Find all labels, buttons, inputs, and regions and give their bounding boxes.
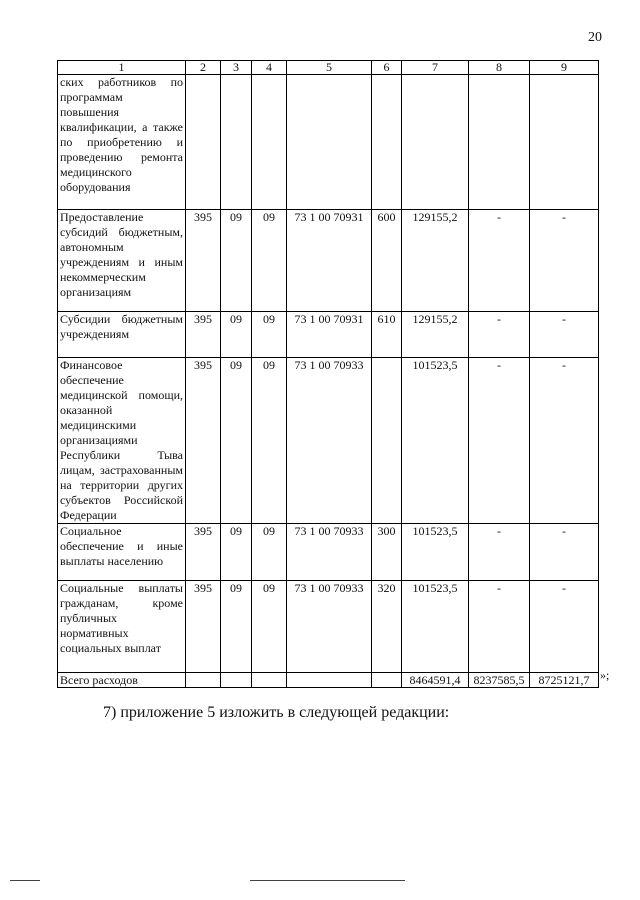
header-col-2: 2 [186, 61, 221, 75]
total-c4 [252, 673, 287, 688]
cell-c3: 09 [221, 581, 252, 673]
cell-c6: 300 [372, 524, 402, 581]
total-c5 [287, 673, 372, 688]
cell-c4: 09 [252, 312, 287, 358]
cell-c5: 73 1 00 70933 [287, 581, 372, 673]
header-col-4: 4 [252, 61, 287, 75]
cell-c6: 320 [372, 581, 402, 673]
row-name: Социальные выплаты гражданам, кроме публичных нормативных социальных выплат [58, 581, 186, 673]
cell-c2: 395 [186, 312, 221, 358]
cell-c9 [530, 75, 599, 210]
cell-c2: 395 [186, 581, 221, 673]
header-col-5: 5 [287, 61, 372, 75]
header-col-7: 7 [402, 61, 469, 75]
cell-c9: - [530, 581, 599, 673]
cell-c2: 395 [186, 210, 221, 312]
total-c6 [372, 673, 402, 688]
cell-c4 [252, 75, 287, 210]
cell-c2: 395 [186, 358, 221, 524]
budget-table [57, 60, 599, 688]
total-c9: 8725121,7 [530, 673, 599, 688]
cell-c7: 101523,5 [402, 581, 469, 673]
table-row [58, 581, 599, 673]
table-row [58, 210, 599, 312]
header-col-9: 9 [530, 61, 599, 75]
row-name: ских работников по программам повышения квалификации, а также по приобретению и проведению ремонта медицинского оборудования [58, 75, 186, 210]
table-row [58, 312, 599, 358]
cell-c4: 09 [252, 358, 287, 524]
header-col-3: 3 [221, 61, 252, 75]
cell-c6 [372, 75, 402, 210]
row-name: Предоставление субсидий бюджетным, автономным учреждениям и иным некоммерческим организациям [58, 210, 186, 312]
cell-c5: 73 1 00 70933 [287, 358, 372, 524]
cell-c8 [469, 75, 530, 210]
header-col-8: 8 [469, 61, 530, 75]
cell-c2: 395 [186, 524, 221, 581]
header-row [58, 61, 599, 75]
cell-c9: - [530, 524, 599, 581]
table-row [58, 75, 599, 210]
page-number: 20 [588, 30, 602, 45]
cell-c3 [221, 75, 252, 210]
amendment-paragraph: 7) приложение 5 изложить в следующей редакции: [103, 704, 450, 721]
cell-c2 [186, 75, 221, 210]
cell-c3: 09 [221, 524, 252, 581]
cell-c3: 09 [221, 312, 252, 358]
cell-c6: 610 [372, 312, 402, 358]
cell-c9: - [530, 358, 599, 524]
cell-c4: 09 [252, 524, 287, 581]
cell-c7: 129155,2 [402, 210, 469, 312]
cell-c5 [287, 75, 372, 210]
footer-rule [250, 880, 405, 881]
header-col-1: 1 [58, 61, 186, 75]
cell-c3: 09 [221, 210, 252, 312]
table-row [58, 524, 599, 581]
total-c3 [221, 673, 252, 688]
cell-c5: 73 1 00 70931 [287, 312, 372, 358]
total-c7: 8464591,4 [402, 673, 469, 688]
cell-c3: 09 [221, 358, 252, 524]
cell-c6 [372, 358, 402, 524]
cell-c6: 600 [372, 210, 402, 312]
cell-c4: 09 [252, 581, 287, 673]
cell-c7 [402, 75, 469, 210]
cell-c5: 73 1 00 70933 [287, 524, 372, 581]
cell-c8: - [469, 358, 530, 524]
cell-c8: - [469, 210, 530, 312]
cell-c4: 09 [252, 210, 287, 312]
cell-c7: 101523,5 [402, 358, 469, 524]
cell-c8: - [469, 524, 530, 581]
cell-c9: - [530, 210, 599, 312]
cell-c7: 101523,5 [402, 524, 469, 581]
cell-c9: - [530, 312, 599, 358]
total-c2 [186, 673, 221, 688]
cell-c8: - [469, 581, 530, 673]
cell-c8: - [469, 312, 530, 358]
row-name: Финансовое обеспечение медицинской помощи, оказанной медицинскими организациями Республики Тыва лицам, застрахованным на территории других субъектов Российской Федерации [58, 358, 186, 524]
total-row [58, 673, 599, 688]
row-name: Социальное обеспечение и иные выплаты населению [58, 524, 186, 581]
table-row [58, 358, 599, 524]
cell-c7: 129155,2 [402, 312, 469, 358]
total-label: Всего расходов [58, 673, 186, 688]
cell-c5: 73 1 00 70931 [287, 210, 372, 312]
closing-quote: »; [600, 668, 610, 682]
row-name: Субсидии бюджетным учреждениям [58, 312, 186, 358]
header-col-6: 6 [372, 61, 402, 75]
footer-rule-left [10, 880, 40, 881]
total-c8: 8237585,5 [469, 673, 530, 688]
